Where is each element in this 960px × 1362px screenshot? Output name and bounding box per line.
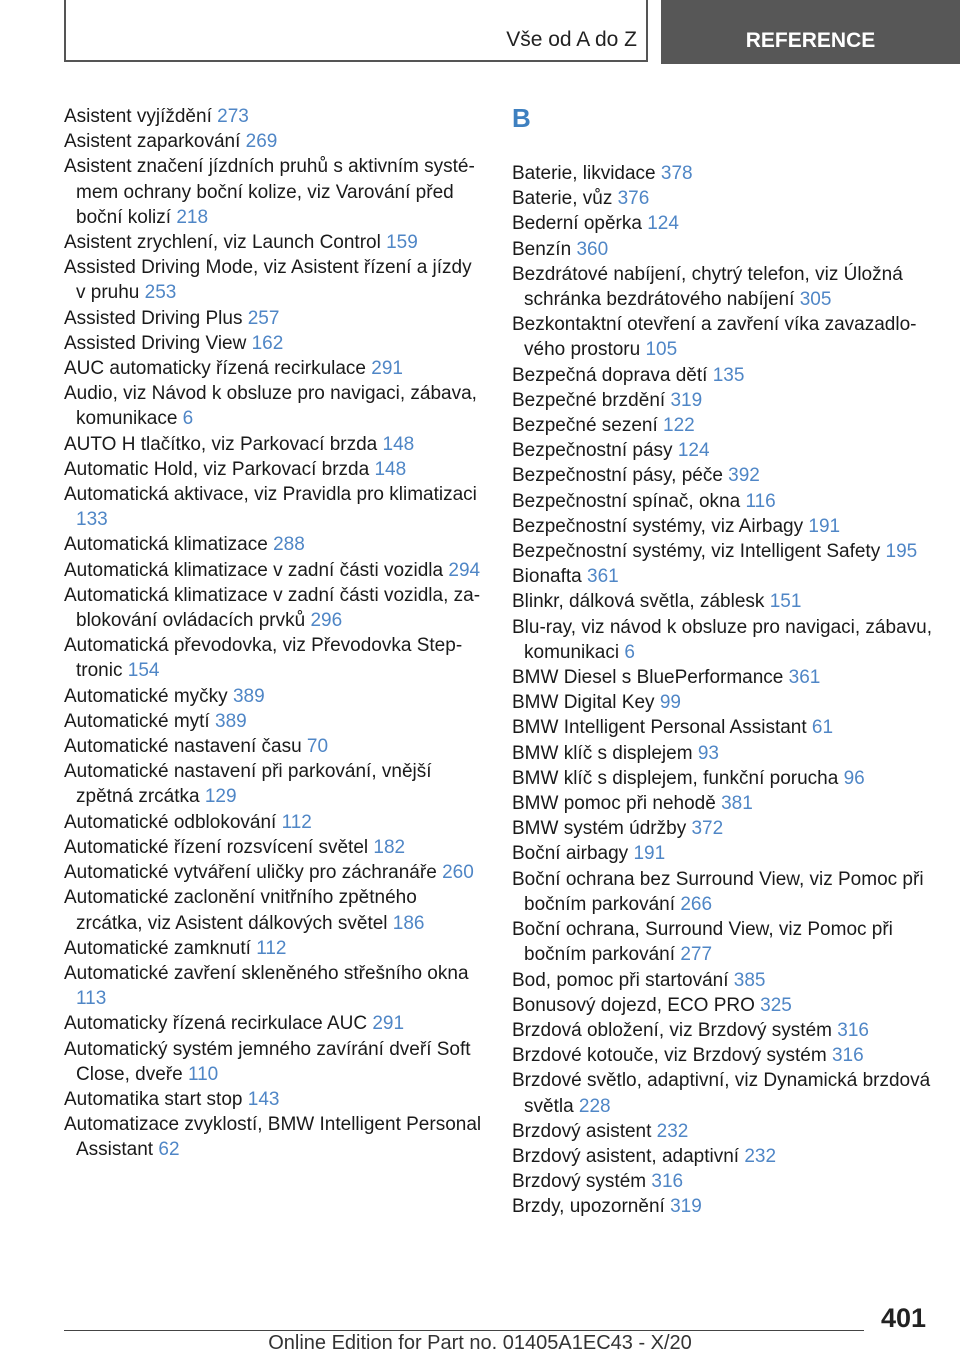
index-entry-text: Automatická klimatizace v zadní části vozidla xyxy=(64,559,449,581)
page-reference-link[interactable]: 316 xyxy=(837,1019,869,1041)
index-entry xyxy=(64,457,484,482)
index-entry xyxy=(512,791,932,816)
index-entry-text: Boční ochrana, Surround View, viz Pomoc při bočním parkování xyxy=(512,919,893,966)
page-reference-link[interactable]: 122 xyxy=(663,415,695,437)
index-entry-text: Brzdy, upozornění xyxy=(512,1196,671,1218)
index-entry xyxy=(512,589,932,614)
index-entry-text: Asistent zrychlení, viz Launch Control xyxy=(64,232,387,254)
index-entry xyxy=(64,860,484,885)
page-reference-link[interactable]: 96 xyxy=(843,767,865,789)
page-reference-link[interactable]: 129 xyxy=(204,786,237,808)
index-entry-text: Bonusový dojezd, ECO PRO xyxy=(512,994,761,1016)
index-entry-text: Automatické nastavení při parkování, vnější zpětná zrcátka xyxy=(64,761,432,808)
page-reference-link[interactable]: 159 xyxy=(386,232,418,254)
index-entry-text: BMW Intelligent Personal Assistant xyxy=(512,717,812,739)
index-entry-text: Benzín xyxy=(512,238,577,260)
index-entry-text: Automatické zavření skleněného střešního okna xyxy=(64,962,469,984)
page-reference-link[interactable]: 232 xyxy=(744,1145,777,1167)
index-entry xyxy=(512,363,932,388)
page-reference-link[interactable]: 191 xyxy=(808,515,841,537)
index-entry xyxy=(64,734,484,759)
page-reference-link[interactable]: 389 xyxy=(215,710,247,732)
page-reference-link[interactable]: 277 xyxy=(680,944,713,966)
page-reference-link[interactable]: 376 xyxy=(617,188,650,210)
index-entry-text: BMW Diesel s BluePerformance xyxy=(512,667,789,689)
page-reference-link[interactable]: 325 xyxy=(760,994,792,1016)
index-entry-text: Bezpečnostní systémy, viz Airbagy xyxy=(512,515,809,537)
index-entry xyxy=(512,816,932,841)
index-entry xyxy=(512,741,932,766)
page-reference-link[interactable]: 99 xyxy=(659,692,681,714)
index-entry-text: Blinkr, dálková světla, záblesk xyxy=(512,591,770,613)
index-entry xyxy=(64,961,484,1011)
page-reference-link[interactable]: 296 xyxy=(310,610,343,632)
page-reference-link[interactable]: 112 xyxy=(281,811,312,833)
index-entry-text: Bezpečnostní pásy xyxy=(512,440,678,462)
index-entry xyxy=(512,665,932,690)
page-reference-link[interactable]: 6 xyxy=(182,408,194,430)
index-column-left xyxy=(64,104,484,1163)
page-reference-link[interactable]: 151 xyxy=(769,591,802,613)
index-entry-text: Asistent zaparkování xyxy=(64,131,246,153)
index-entry xyxy=(64,356,484,381)
index-entry xyxy=(512,766,932,791)
index-entry-text: BMW Digital Key xyxy=(512,692,660,714)
page-reference-link[interactable]: 361 xyxy=(587,566,619,588)
index-entry-text: BMW systém údržby xyxy=(512,818,692,840)
page-reference-link[interactable]: 143 xyxy=(247,1088,280,1110)
index-entry xyxy=(64,885,484,935)
page-reference-link[interactable]: 294 xyxy=(448,559,481,581)
page-reference-link[interactable]: 154 xyxy=(127,660,160,682)
reference-tab[interactable]: REFERENCE xyxy=(661,0,960,64)
page-reference-link[interactable]: 319 xyxy=(670,389,703,411)
page-reference-link[interactable]: 257 xyxy=(247,307,280,329)
index-entry-text: Automatické mytí xyxy=(64,710,215,732)
index-entry-text: Bezkontaktní otevření a zavření víka zavazadlového prostoru xyxy=(512,314,917,361)
index-entry xyxy=(512,564,932,589)
page-reference-link[interactable]: 93 xyxy=(697,742,719,764)
page-reference-link[interactable]: 162 xyxy=(251,332,284,354)
page-reference-link[interactable]: 316 xyxy=(831,1045,864,1067)
index-entry-text: Automatické myčky xyxy=(64,685,233,707)
index-entry-text: Brzdové světlo, adaptivní, viz Dynamická brzdová světla xyxy=(512,1070,931,1117)
index-entry-text: AUTO H tlačítko, viz Parkovací brzda xyxy=(64,433,383,455)
index-entry-text: Brzdový asistent xyxy=(512,1120,657,1142)
index-entry-text: Automatická klimatizace xyxy=(64,534,274,556)
index-entry xyxy=(64,709,484,734)
index-entry xyxy=(64,1087,484,1112)
page-reference-link[interactable]: 62 xyxy=(158,1139,180,1161)
page-reference-link[interactable]: 191 xyxy=(633,843,666,865)
index-entry-text: Bod, pomoc při startování xyxy=(512,969,734,991)
index-entry-text: Automatické zaclonění vnitřního zpětného zrcátka, viz Asistent dálkových světel xyxy=(64,887,417,934)
page-reference-link[interactable]: 266 xyxy=(680,893,713,915)
page-reference-link[interactable]: 273 xyxy=(217,106,249,127)
index-entry xyxy=(64,583,484,633)
index-entry xyxy=(512,690,932,715)
index-entry-text: Bezpečné brzdění xyxy=(512,389,671,411)
index-entry xyxy=(64,331,484,356)
index-entry xyxy=(64,381,484,431)
index-entry xyxy=(64,129,484,154)
index-entry xyxy=(512,1043,932,1068)
index-entry xyxy=(64,936,484,961)
index-entry-text: Audio, viz Návod k obsluze pro navigaci, zábava, komunikace xyxy=(64,383,477,430)
index-entry-text: Automatická klimatizace v zadní části vozidla, zablokování ovládacích prvků xyxy=(64,584,481,632)
index-entry-text: Brzdový systém xyxy=(512,1171,652,1193)
section-title: Vše od A do Z xyxy=(506,28,637,51)
index-entry-text: Automatizace zvyklostí, BMW Intelligent Personal Assistant xyxy=(64,1114,482,1161)
page-reference-link[interactable]: 148 xyxy=(374,458,407,480)
page-reference-link[interactable]: 269 xyxy=(245,131,278,153)
page-reference-link[interactable]: 378 xyxy=(660,163,693,184)
index-entry xyxy=(512,1119,932,1144)
index-entry-text: Brzdová obložení, viz Brzdový systém xyxy=(512,1019,838,1041)
index-entry-text: Baterie, likvidace xyxy=(512,163,661,184)
page-reference-link[interactable]: 116 xyxy=(745,490,776,512)
index-entry xyxy=(512,186,932,211)
index-entry-text: BMW pomoc při nehodě xyxy=(512,793,722,815)
index-entry-text: Automatické nastavení času xyxy=(64,736,307,758)
index-entry xyxy=(64,230,484,255)
index-entry xyxy=(512,237,932,262)
index-column-right xyxy=(512,104,932,1220)
page-reference-link[interactable]: 228 xyxy=(578,1095,611,1117)
index-entry xyxy=(512,993,932,1018)
index-entry xyxy=(64,633,484,683)
index-entry-text: Automatická aktivace, viz Pravidla pro klimatizaci xyxy=(64,484,477,506)
index-entry xyxy=(64,810,484,835)
index-entry xyxy=(512,312,932,362)
index-entry xyxy=(64,532,484,557)
index-entry-text: Assisted Driving Plus xyxy=(64,307,248,329)
footer-divider xyxy=(64,1330,864,1331)
page-reference-link[interactable]: 305 xyxy=(799,289,832,311)
index-entry xyxy=(64,154,484,230)
index-entry-text: Automatický systém jemného zavírání dveří Soft Close, dveře xyxy=(64,1038,471,1085)
index-entry-text: Bederní opěrka xyxy=(512,213,648,235)
index-entry-text: AUC automaticky řízená recirkulace xyxy=(64,358,372,380)
page-reference-link[interactable]: 148 xyxy=(382,433,415,455)
page-reference-link[interactable]: 361 xyxy=(788,667,821,689)
page-reference-link[interactable]: 195 xyxy=(885,541,918,563)
page-reference-link[interactable]: 288 xyxy=(273,534,305,556)
index-entry-text: Asistent vyjíždění xyxy=(64,106,218,127)
page-reference-link[interactable]: 133 xyxy=(76,509,108,531)
index-entry-text: Automatické odblokování xyxy=(64,811,282,833)
index-entry xyxy=(512,1169,932,1194)
index-entry xyxy=(512,489,932,514)
index-entry-text: Automatic Hold, viz Parkovací brzda xyxy=(64,458,375,480)
index-entry xyxy=(64,684,484,709)
index-entry-text: BMW klíč s displejem, funkční porucha xyxy=(512,767,844,789)
page-number: 401 xyxy=(880,1303,926,1333)
index-entry-text: Bezpečnostní spínač, okna xyxy=(512,490,746,512)
index-entry-text: Bezpečnostní systémy, viz Intelligent Safety xyxy=(512,541,886,563)
index-entry xyxy=(512,1018,932,1043)
index-entry-text: Boční ochrana bez Surround View, viz Pomoc při bočním parkování xyxy=(512,868,924,915)
page-reference-link[interactable]: 186 xyxy=(392,912,425,934)
index-entry xyxy=(512,1194,932,1219)
page-reference-link[interactable]: 6 xyxy=(624,641,635,663)
page-reference-link[interactable]: 232 xyxy=(656,1120,689,1142)
page-reference-link[interactable]: 105 xyxy=(645,339,678,361)
index-entries-b xyxy=(512,161,932,1220)
index-entry-text: Brzdové kotouče, viz Brzdový systém xyxy=(512,1045,832,1067)
index-entry-text: Automatika start stop xyxy=(64,1088,248,1110)
index-entry xyxy=(512,917,932,967)
index-entry xyxy=(512,715,932,740)
index-entry xyxy=(512,615,932,665)
index-letter-heading: B xyxy=(512,103,531,133)
page-reference-link[interactable]: 392 xyxy=(728,465,760,487)
index-entry-text: Automatické řízení rozsvícení světel xyxy=(64,836,374,858)
index-entry-text: Automatické zamknutí xyxy=(64,937,257,959)
index-entry xyxy=(64,432,484,457)
index-entry xyxy=(512,968,932,993)
index-entry xyxy=(64,835,484,860)
index-entry xyxy=(64,255,484,305)
index-entry xyxy=(64,1011,484,1036)
index-entry xyxy=(512,841,932,866)
footer-edition: Online Edition for Part no. 01405A1EC43 - X/20 xyxy=(268,1332,692,1354)
page-reference-link[interactable]: 260 xyxy=(442,862,474,884)
page-reference-link[interactable]: 291 xyxy=(371,358,403,380)
index-entry-text: Assisted Driving Mode, viz Asistent řízení a jízdy v pruhu xyxy=(64,257,472,304)
page-reference-link[interactable]: 135 xyxy=(712,364,745,386)
index-entry xyxy=(512,539,932,564)
page-reference-link[interactable]: 389 xyxy=(232,685,265,707)
index-entry-text: Assisted Driving View xyxy=(64,332,252,354)
index-entry xyxy=(64,558,484,583)
index-entry xyxy=(512,262,932,312)
page-reference-link[interactable]: 253 xyxy=(144,282,177,304)
index-entry xyxy=(512,463,932,488)
page-reference-link[interactable]: 110 xyxy=(187,1063,219,1085)
index-entry-text: Automaticky řízená recirkulace AUC xyxy=(64,1013,373,1035)
page-reference-link[interactable]: 70 xyxy=(306,736,329,758)
index-entry xyxy=(512,211,932,236)
page-reference-link[interactable]: 372 xyxy=(691,818,724,840)
page-reference-link[interactable]: 291 xyxy=(372,1013,405,1035)
page-reference-link[interactable]: 316 xyxy=(651,1171,684,1193)
index-entry-text: Bionafta xyxy=(512,566,587,588)
index-entry-text: Bezpečné sezení xyxy=(512,415,664,437)
page-reference-link[interactable]: 113 xyxy=(76,988,107,1010)
index-entry xyxy=(512,1144,932,1169)
index-entry xyxy=(512,413,932,438)
page-reference-link[interactable]: 124 xyxy=(677,440,710,462)
page-reference-link[interactable]: 112 xyxy=(256,937,287,959)
index-entry-text: Baterie, vůz xyxy=(512,188,618,210)
index-entry xyxy=(64,306,484,331)
index-entry xyxy=(512,161,932,186)
index-entry xyxy=(64,1112,484,1162)
index-entry xyxy=(512,1068,932,1118)
index-entry xyxy=(64,759,484,809)
index-entry-text: Bezdrátové nabíjení, chytrý telefon, viz Úložná schránka bezdrátového nabíjení xyxy=(512,263,903,311)
index-entry-text: Brzdový asistent, adaptivní xyxy=(512,1145,745,1167)
page-reference-link[interactable]: 218 xyxy=(176,206,209,228)
page-reference-link[interactable]: 319 xyxy=(670,1196,702,1218)
index-entry-text: Boční airbagy xyxy=(512,843,634,865)
index-entry xyxy=(512,388,932,413)
page-reference-link[interactable]: 381 xyxy=(721,793,753,815)
page-reference-link[interactable]: 360 xyxy=(576,238,609,260)
page-reference-link[interactable]: 61 xyxy=(811,717,834,739)
index-entry-text: Bezpečná doprava dětí xyxy=(512,364,713,386)
index-entry-text: Asistent značení jízdních pruhů s aktivním systémem ochrany boční kolize, viz Varování před boční kolizí xyxy=(64,156,475,228)
index-entry-text: Bezpečnostní pásy, péče xyxy=(512,465,729,487)
index-entry xyxy=(512,514,932,539)
page-reference-link[interactable]: 182 xyxy=(373,836,406,858)
page-reference-link[interactable]: 385 xyxy=(733,969,766,991)
index-entry xyxy=(64,1037,484,1087)
index-entry-text: Automatické vytváření uličky pro záchranáře xyxy=(64,862,443,884)
index-entry xyxy=(64,104,484,129)
index-entry xyxy=(512,867,932,917)
index-entry-text: BMW klíč s displejem xyxy=(512,742,698,764)
index-entry xyxy=(64,482,484,532)
index-entry xyxy=(512,438,932,463)
index-entry-text: Automatická převodovka, viz Převodovka Steptronic xyxy=(64,635,463,682)
index-entry-text: Blu-ray, viz návod k obsluze pro navigaci, zábavu, komunikaci xyxy=(512,616,932,663)
page-reference-link[interactable]: 124 xyxy=(647,213,679,235)
